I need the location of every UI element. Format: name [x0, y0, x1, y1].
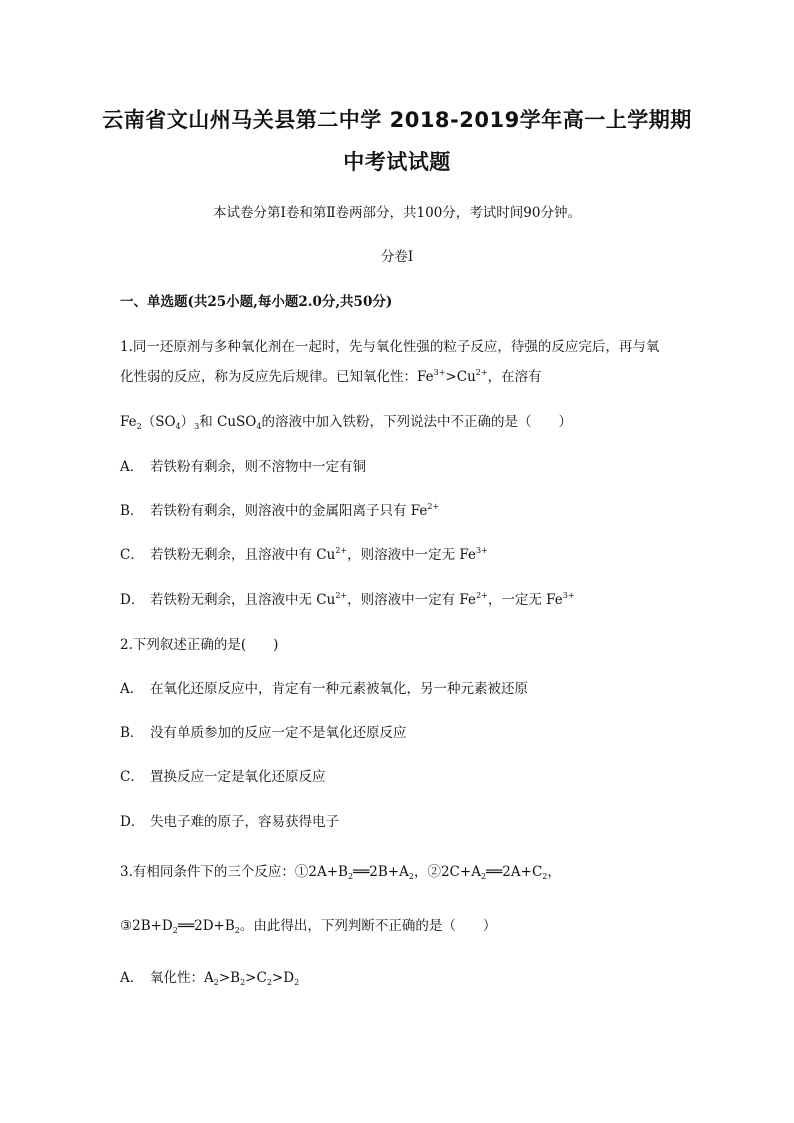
- option-text: >D: [271, 970, 295, 986]
- q1-stem-line1: 1.同一还原剂与多种氧化剂在一起时，先与氧化性强的粒子反应，待强的反应完后，再与氧: [120, 339, 660, 355]
- q3-stem-line2: [120, 914, 496, 934]
- option-text: 若铁粉有剩余，则溶液中的金属阳离子只有 Fe: [150, 503, 428, 519]
- q2-option-d: [120, 810, 339, 830]
- section-heading: 一、单选题(共25小题,每小题2.0分,共50分): [120, 294, 393, 310]
- option-letter: A．: [120, 970, 144, 986]
- q3-option-a: [120, 966, 299, 986]
- exam-title-line1: 云南省文山州马关县第二中学 2018-2019学年高一上学期期: [102, 108, 692, 132]
- q2-option-a: [120, 677, 528, 697]
- q2-option-b: [120, 721, 407, 741]
- q1-stem-line2: [120, 365, 542, 385]
- q1-text: 和 CuSO: [199, 414, 257, 430]
- option-text: 若铁粉有剩余，则不溶物中一定有铜: [150, 459, 366, 475]
- subscript: 2: [266, 978, 272, 987]
- charge: 2+: [335, 591, 348, 600]
- subscript: 2: [136, 422, 142, 431]
- subscript: 2: [408, 872, 414, 881]
- q3-text: 3.有相同条件下的三个反应：①2A+B: [120, 864, 348, 880]
- subscript: 4: [256, 422, 262, 431]
- subscript: 2: [347, 872, 354, 881]
- option-text: 置换反应一定是氧化还原反应: [150, 769, 326, 785]
- subscript: 2: [213, 978, 219, 987]
- charge: 3+: [433, 368, 446, 377]
- option-letter: D．: [120, 814, 145, 830]
- subscript: 3: [194, 422, 200, 431]
- q3-text: 。由此得出，下列判断不正确的是（ ）: [239, 918, 497, 934]
- option-letter: C．: [120, 769, 144, 785]
- q3-text: ══2A+C: [486, 864, 543, 880]
- q3-text: ，②2C+A: [413, 864, 481, 880]
- q3-text: ③2B+D: [120, 918, 173, 934]
- subscript: 2: [542, 872, 548, 881]
- q3-text: ，: [547, 864, 561, 880]
- q1-text: 化性弱的反应，称为反应先后规律。已知氧化性：Fe: [120, 369, 434, 385]
- q1-text: ，在溶有: [487, 369, 542, 385]
- exam-intro: 本试卷分第Ⅰ卷和第Ⅱ卷两部分，共100分，考试时间90分钟。: [213, 205, 581, 221]
- option-text: ，则溶液中一定有 Fe: [347, 592, 477, 608]
- q1-text: （SO: [141, 414, 176, 430]
- option-letter: B．: [120, 503, 144, 519]
- q1-option-a: [120, 455, 366, 475]
- subscript: 4: [175, 422, 181, 431]
- subscript: 2: [234, 926, 240, 935]
- option-text: 若铁粉无剩余，且溶液中有 Cu: [150, 547, 336, 563]
- q3-text: ══2B+A: [353, 864, 409, 880]
- option-text: 氧化性：A: [150, 970, 214, 986]
- exam-title-line2: 中考试试题: [343, 150, 451, 174]
- option-text: 没有单质参加的反应一定不是氧化还原反应: [150, 725, 407, 741]
- option-text: ，一定无 Fe: [487, 592, 563, 608]
- q1-option-c: [120, 543, 488, 563]
- charge: 2+: [475, 368, 488, 377]
- q1-text: >Cu: [445, 369, 476, 385]
- q3-stem-line1: [120, 860, 561, 880]
- option-text: 若铁粉无剩余，且溶液中无 Cu: [150, 592, 336, 608]
- subscript: 2: [480, 872, 487, 881]
- option-letter: A．: [120, 459, 144, 475]
- q1-text: Fe: [120, 414, 137, 430]
- charge: 2+: [427, 502, 440, 511]
- q1-option-b: [120, 499, 439, 519]
- q1-stem-line3: [120, 410, 572, 430]
- q1-option-d: [120, 588, 575, 608]
- option-letter: B．: [120, 725, 144, 741]
- option-text: >C: [245, 970, 267, 986]
- charge: 2+: [335, 546, 348, 555]
- option-letter: A．: [120, 681, 144, 697]
- option-text: 失电子难的原子，容易获得电子: [150, 814, 339, 830]
- volume-label: 分卷I: [380, 249, 414, 265]
- q1-text: ）: [180, 414, 195, 430]
- subscript: 2: [172, 926, 178, 935]
- option-letter: C．: [120, 547, 144, 563]
- q1-text: 的溶液中加入铁粉，下列说法中不正确的是（ ）: [261, 414, 572, 430]
- charge: 3+: [562, 591, 575, 600]
- charge: 2+: [476, 591, 488, 600]
- q2-option-c: [120, 765, 326, 785]
- option-text: ，则溶液中一定无 Fe: [347, 547, 477, 563]
- option-text: >B: [218, 970, 241, 986]
- q2-stem: 2.下列叙述正确的是( ): [120, 637, 279, 653]
- q3-text: ══2D+B: [177, 918, 235, 934]
- subscript: 2: [294, 978, 300, 987]
- subscript: 2: [240, 978, 246, 987]
- option-letter: D．: [120, 592, 145, 608]
- option-text: 在氧化还原反应中，肯定有一种元素被氧化，另一种元素被还原: [150, 681, 528, 697]
- charge: 3+: [476, 546, 488, 555]
